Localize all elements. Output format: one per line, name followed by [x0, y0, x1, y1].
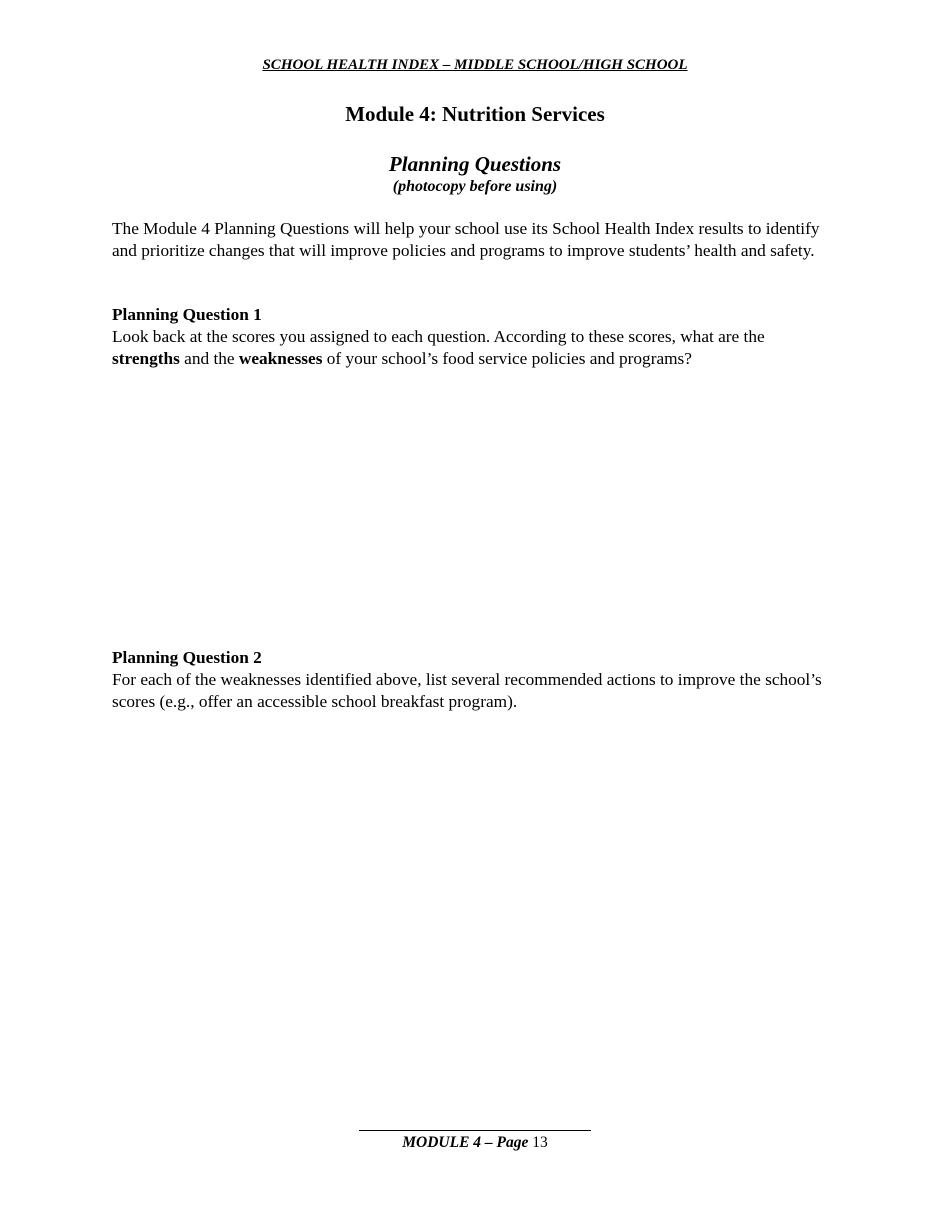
section-title: Planning Questions — [388, 152, 562, 176]
question-1-text-start: Look back at the scores you assigned to each question. According to these scores, what are the — [112, 327, 765, 346]
section-subtitle: (photocopy before using) — [392, 178, 558, 195]
page-number: 13 — [532, 1134, 548, 1151]
question-2-heading: Planning Question 2 — [112, 648, 262, 667]
question-1-text — [112, 326, 832, 370]
page-footer — [0, 1133, 950, 1152]
question-1-text-middle: and the — [179, 349, 239, 368]
question-2-text: For each of the weaknesses identified above, list several recommended actions to improve the school’s scores (e.g., offer an accessible school breakfast program). — [112, 670, 822, 711]
planning-question-1 — [112, 304, 832, 370]
module-title: Module 4: Nutrition Services — [345, 102, 605, 126]
running-header: SCHOOL HEALTH INDEX – MIDDLE SCHOOL/HIGH SCHOOL — [262, 57, 688, 73]
planning-question-2 — [112, 647, 832, 713]
intro-paragraph: The Module 4 Planning Questions will help your school use its School Health Index results to identify and prioritize changes that will improve policies and programs to improve students’ health and safety. — [112, 219, 820, 260]
strengths-term: strengths — [112, 349, 180, 368]
footer-module-label: MODULE 4 – Page — [402, 1134, 529, 1151]
question-1-heading: Planning Question 1 — [112, 305, 262, 324]
footer-divider — [359, 1130, 591, 1131]
weaknesses-term: weaknesses — [238, 349, 323, 368]
question-1-text-end: of your school’s food service policies and programs? — [322, 349, 692, 368]
